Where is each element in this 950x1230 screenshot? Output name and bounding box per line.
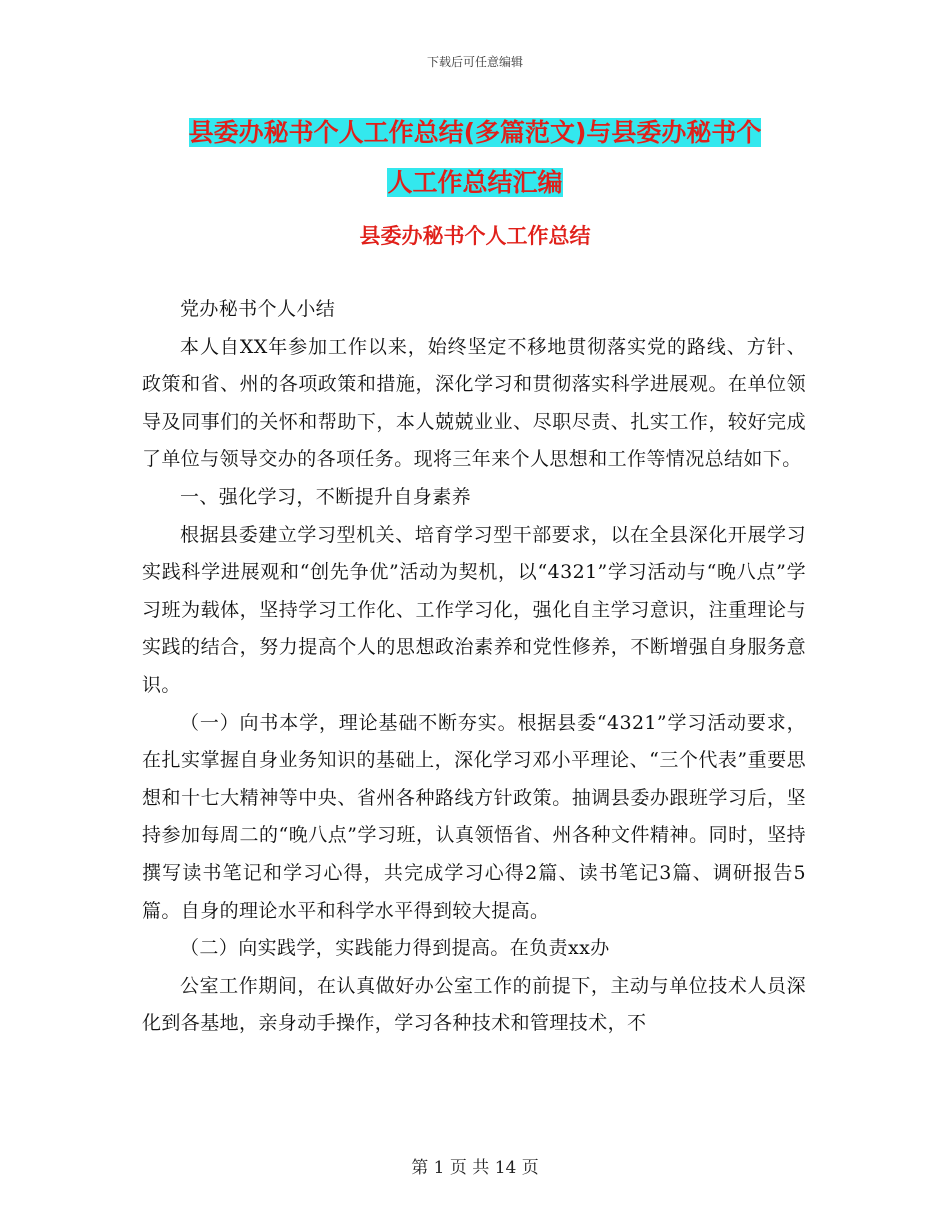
paragraph: 本人自XX年参加工作以来，始终坚定不移地贯彻落实党的路线、方针、政策和省、州的各项政策和措施，深化学习和贯彻落实科学进展观。在单位领导及同事们的关怀和帮助下，本人兢兢业业、尽职尽责、扎实工作，较好完成了单位与领导交办的各项任务。现将三年来个人思想和工作等情况总结如下。 [142, 335, 806, 471]
paragraph: 公室工作期间，在认真做好办公室工作的前提下，主动与单位技术人员深化到各基地，亲身动手操作，学习各种技术和管理技术，不 [142, 974, 806, 1035]
document-title [140, 108, 810, 208]
page-footer: 第 1 页 共 14 页 [411, 1158, 539, 1178]
document-title-line-2: 人工作总结汇编 [387, 168, 563, 197]
section-title: 县委办秘书个人工作总结 [359, 224, 591, 248]
document-title-line-1: 县委办秘书个人工作总结(多篇范文)与县委办秘书个 [188, 118, 762, 147]
document-body [142, 291, 806, 1043]
paragraph: 一、强化学习，不断提升自身素养 [180, 485, 472, 508]
paragraph: 党办秘书个人小结 [180, 298, 336, 320]
paragraph: （一）向书本学，理论基础不断夯实。根据县委“4321”学习活动要求，在扎实掌握自身业务知识的基础上，深化学习邓小平理论、“三个代表”重要思想和十七大精神等中央、省州各种路线方针政策。抽调县委办跟班学习后，坚持参加每周二的“晚八点”学习班，认真领悟省、州各种文件精神。同时，坚持撰写读书笔记和学习心得，共完成学习心得2篇、读书笔记3篇、调研报告5篇。自身的理论水平和科学水平得到较大提高。 [142, 711, 806, 922]
header-note: 下载后可任意编辑 [426, 55, 523, 69]
paragraph: 根据县委建立学习型机关、培育学习型干部要求，以在全县深化开展学习实践科学进展观和“创先争优”活动为契机，以“4321”学习活动与“晚八点”学习班为载体，坚持学习工作化、工作学习化，强化自主学习意识，注重理论与实践的结合，努力提高个人的思想政治素养和党性修养，不断增强自身服务意识。 [142, 523, 806, 696]
paragraph: （二）向实践学，实践能力得到提高。在负责xx办 [180, 937, 610, 960]
